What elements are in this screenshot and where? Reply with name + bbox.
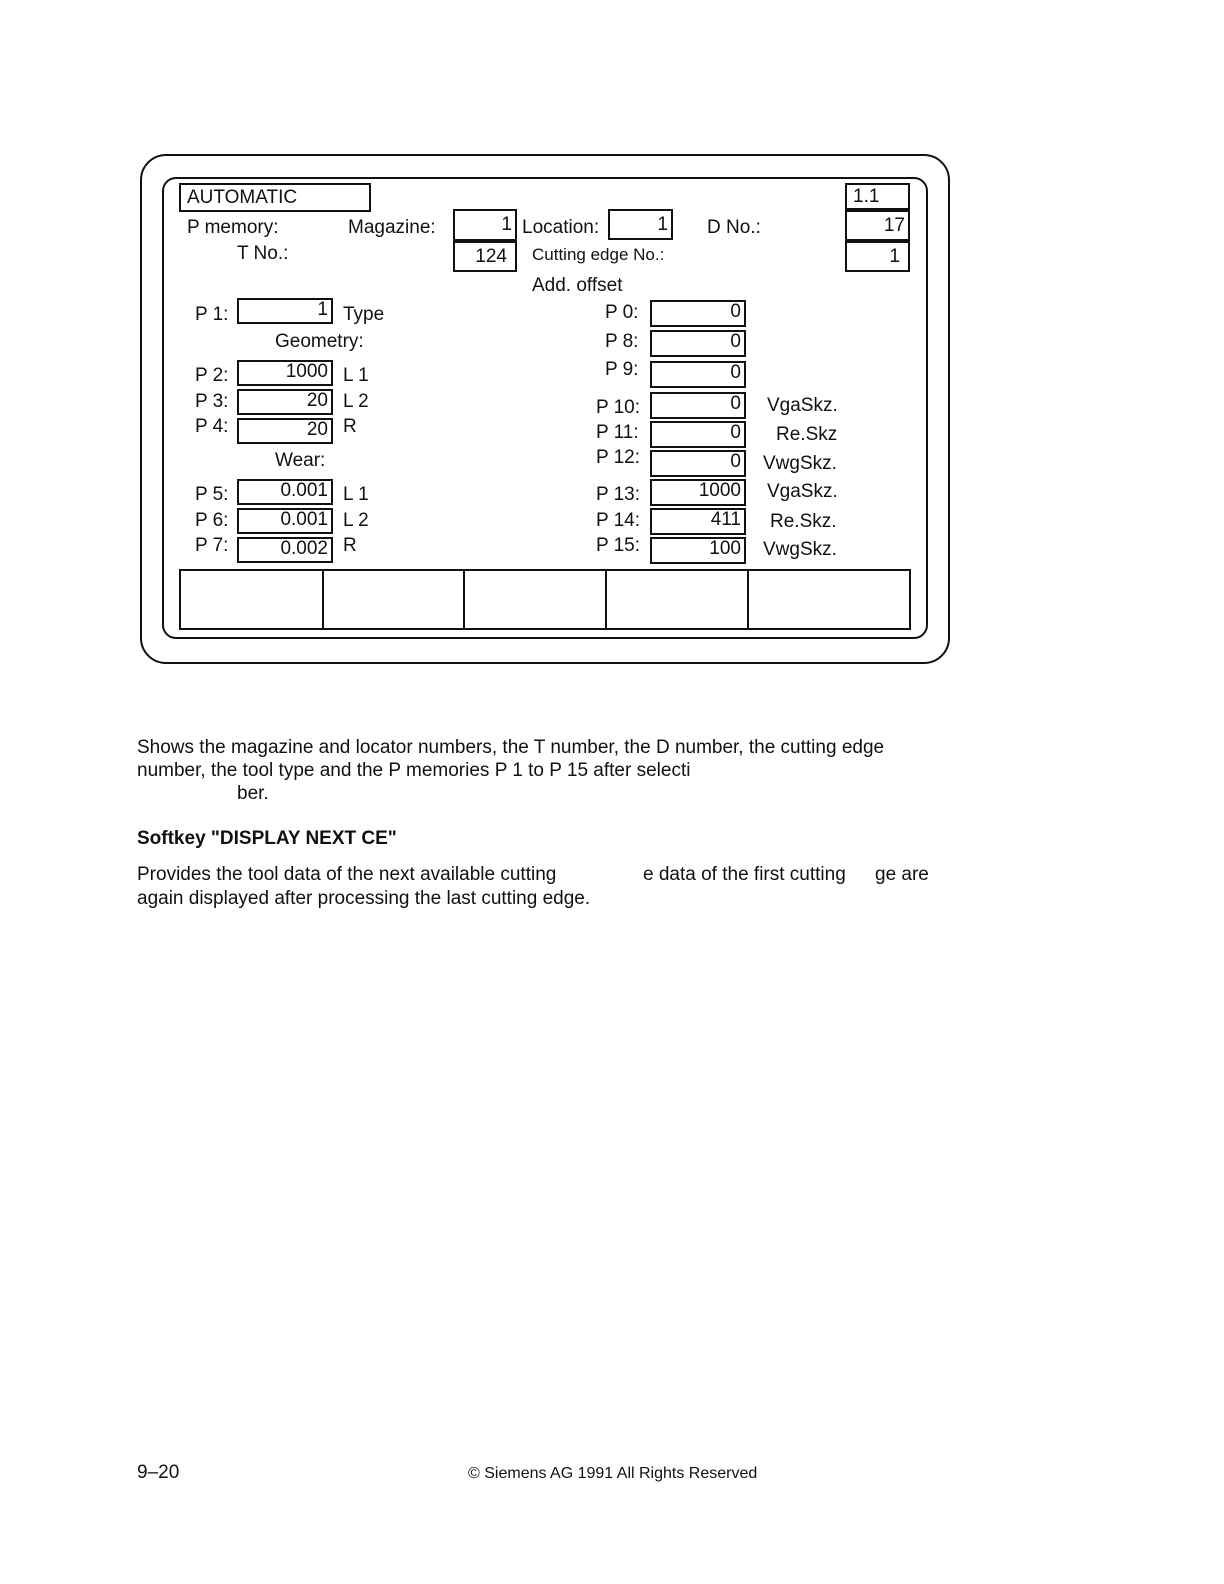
param-suffix-p15: VwgSkz. <box>763 539 837 560</box>
mode-field: AUTOMATIC <box>179 183 371 212</box>
param-label-p15: P 15: <box>596 535 641 556</box>
d-no-label: D No.: <box>707 217 761 238</box>
version-field: 1.1 <box>845 183 910 210</box>
param-suffix-p12: VwgSkz. <box>763 453 837 474</box>
cutting-edge-label: Cutting edge No.: <box>532 245 665 264</box>
param-value-p14: 411 <box>650 508 746 535</box>
location-label: Location: <box>522 217 600 238</box>
param-label-p5: P 5: <box>195 484 229 505</box>
param-value-p11: 0 <box>650 421 746 448</box>
param-suffix-p2: L 1 <box>343 365 369 386</box>
param-suffix-p6: L 2 <box>343 510 369 531</box>
param-label-p12: P 12: <box>596 447 641 468</box>
magazine-label: Magazine: <box>348 217 436 238</box>
magazine-value: 1 <box>453 209 517 241</box>
cutting-edge-value: 1 <box>845 241 910 272</box>
param-value-p0: 0 <box>650 300 746 327</box>
param-value-p7: 0.002 <box>237 537 333 563</box>
param-value-p15: 100 <box>650 537 746 564</box>
param-value-p13: 1000 <box>650 479 746 506</box>
param-suffix-p10: VgaSkz. <box>767 395 838 416</box>
param-suffix-p1: Type <box>343 304 385 325</box>
param-label-p11: P 11: <box>596 422 639 443</box>
param-label-p6: P 6: <box>195 510 229 531</box>
softkey-desc-line-2: again displayed after processing the last cutting edge. <box>137 888 591 909</box>
d-no-value: 17 <box>845 210 910 241</box>
geometry-label: Geometry: <box>275 331 364 352</box>
softkey-4[interactable] <box>607 571 749 628</box>
location-value: 1 <box>608 209 673 240</box>
param-label-p14: P 14: <box>596 510 641 531</box>
description-line-3: ber. <box>237 783 269 804</box>
param-value-p4: 20 <box>237 418 333 444</box>
param-label-p8: P 8: <box>605 331 639 352</box>
softkey-heading: Softkey "DISPLAY NEXT CE" <box>137 828 397 849</box>
softkey-2[interactable] <box>324 571 465 628</box>
description-line-2: number, the tool type and the P memories P 1 to P 15 after selecti <box>137 760 691 781</box>
param-label-p0: P 0: <box>605 302 639 323</box>
param-suffix-p4: R <box>343 416 357 437</box>
param-value-p9: 0 <box>650 361 746 388</box>
param-value-p1: 1 <box>237 298 333 324</box>
param-value-p10: 0 <box>650 392 746 419</box>
param-label-p13: P 13: <box>596 484 641 505</box>
softkey-5[interactable] <box>749 571 909 628</box>
softkey-1[interactable] <box>181 571 324 628</box>
param-suffix-p7: R <box>343 535 357 556</box>
param-suffix-p11: Re.Skz <box>776 424 838 445</box>
param-value-p6: 0.001 <box>237 508 333 534</box>
copyright: © Siemens AG 1991 All Rights Reserved <box>468 1465 758 1482</box>
add-offset-label: Add. offset <box>532 275 623 296</box>
param-suffix-p13: VgaSkz. <box>767 481 838 502</box>
param-label-p3: P 3: <box>195 391 229 412</box>
wear-label: Wear: <box>275 450 326 471</box>
param-label-p2: P 2: <box>195 365 229 386</box>
param-suffix-p14: Re.Skz. <box>770 511 837 532</box>
param-label-p4: P 4: <box>195 416 229 437</box>
param-value-p3: 20 <box>237 389 333 415</box>
t-no-label: T No.: <box>237 243 289 264</box>
param-label-p1: P 1: <box>195 304 229 325</box>
description-line-1: Shows the magazine and locator numbers, the T number, the D number, the cutting edge <box>137 737 885 758</box>
softkey-desc-line-1c: ge are <box>875 864 929 885</box>
softkey-3[interactable] <box>465 571 607 628</box>
param-label-p7: P 7: <box>195 535 229 556</box>
param-suffix-p3: L 2 <box>343 391 369 412</box>
param-value-p8: 0 <box>650 330 746 357</box>
param-value-p5: 0.001 <box>237 479 333 505</box>
softkey-desc-line-1a: Provides the tool data of the next available cutting <box>137 864 557 885</box>
page-number: 9–20 <box>137 1462 180 1483</box>
softkey-bar <box>179 569 911 630</box>
param-suffix-p5: L 1 <box>343 484 369 505</box>
softkey-desc-line-1b: e data of the first cutting <box>643 864 846 885</box>
param-value-p12: 0 <box>650 450 746 477</box>
param-label-p10: P 10: <box>596 397 641 418</box>
param-label-p9: P 9: <box>605 359 639 380</box>
p-memory-label: P memory: <box>187 217 279 238</box>
param-value-p2: 1000 <box>237 360 333 386</box>
t-no-value: 124 <box>453 241 517 272</box>
